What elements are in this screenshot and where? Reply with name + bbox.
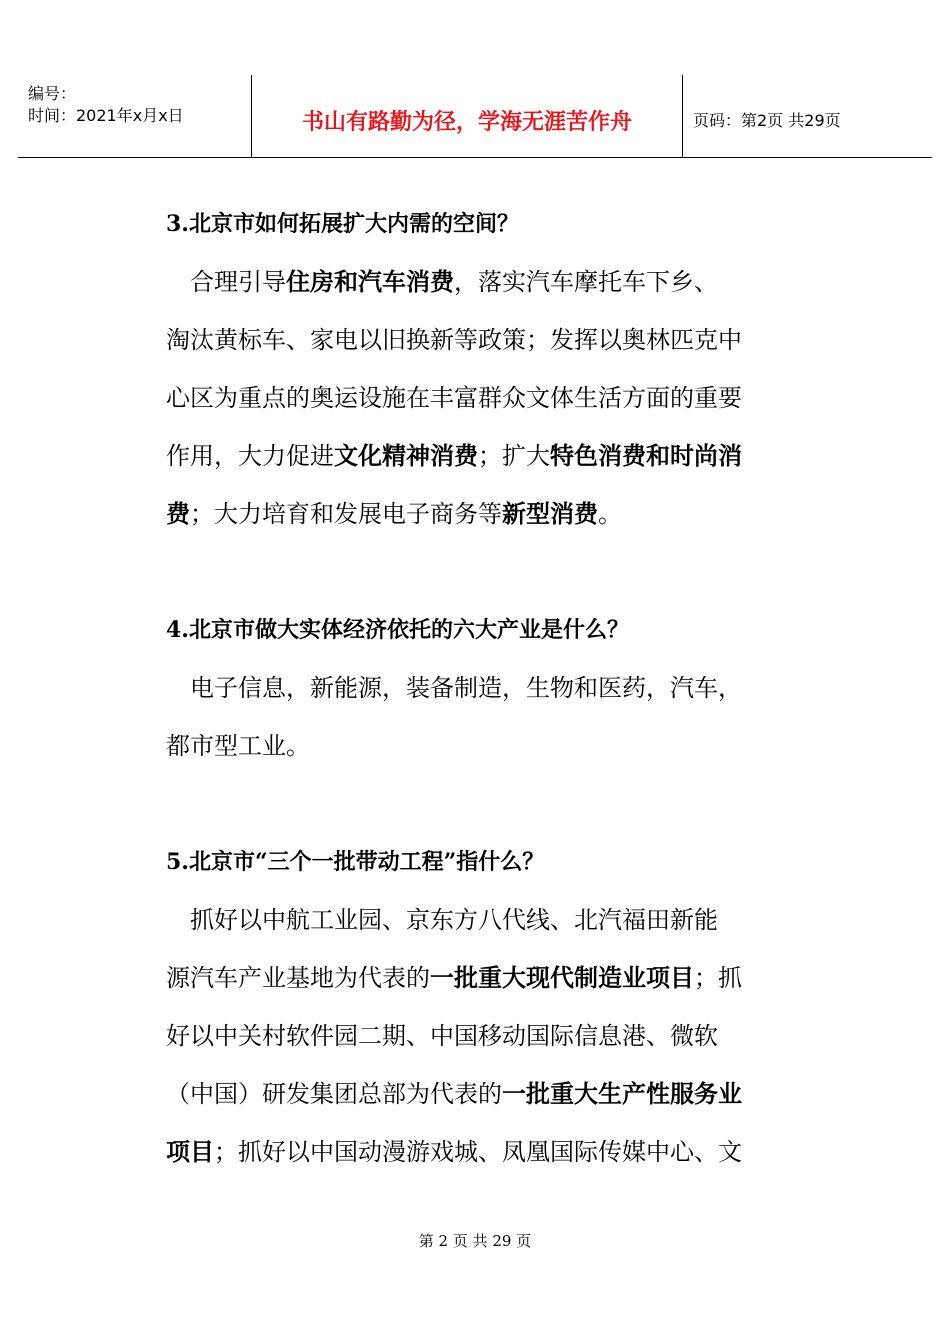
question-heading: 5.北京市“三个一批带动工程”指什么？ — [166, 849, 545, 875]
answer-text: 心区为重点的奥运设施在丰富群众文体生活方面的重要 — [166, 384, 742, 412]
emphasis-text: 住房和汽车消费 — [286, 267, 454, 296]
answer-text: ；扩大 — [478, 442, 550, 470]
answer-line — [166, 369, 791, 427]
answer-paragraph — [166, 253, 791, 543]
emphasis-text: 项目 — [166, 1137, 214, 1166]
number-label: 编号： — [28, 84, 77, 103]
answer-text: 源汽车产业基地为代表的 — [166, 964, 430, 992]
emphasis-text: 特色消费和时尚消 — [550, 441, 742, 470]
question-heading: 3.北京市如何拓展扩大内需的空间？ — [166, 211, 519, 237]
emphasis-text: 文化精神消费 — [334, 441, 478, 470]
emphasis-text: 新型消费 — [502, 499, 598, 528]
answer-line — [166, 427, 791, 485]
motto: 书山有路勤为径，学海无涯苦作舟 — [301, 110, 632, 135]
answer-text: 好以中关村软件园二期、中国移动国际信息港、微软 — [166, 1022, 718, 1050]
answer-text: ；抓好以中国动漫游戏城、凤凰国际传媒中心、文 — [214, 1138, 742, 1166]
page-info: 页码：第2页 共29页 — [693, 111, 841, 130]
section-spacer — [166, 775, 791, 833]
answer-text: 电子信息，新能源，装备制造，生物和医药，汽车， — [166, 674, 742, 702]
answer-text: 合理引导 — [166, 268, 286, 296]
answer-text: 淘汰黄标车、家电以旧换新等政策；发挥以奥林匹克中 — [166, 326, 742, 354]
qa-section — [166, 195, 791, 543]
answer-line — [166, 949, 791, 1007]
answer-line — [166, 891, 791, 949]
answer-paragraph — [166, 659, 791, 775]
section-spacer — [166, 543, 791, 601]
document-body — [166, 195, 791, 1181]
answer-line — [166, 1007, 791, 1065]
answer-line — [166, 253, 791, 311]
page-footer: 第 2 页 共 29 页 — [418, 1232, 532, 1250]
header-motto-cell — [252, 75, 683, 157]
answer-text: 都市型工业。 — [166, 732, 310, 760]
header-meta — [18, 75, 252, 157]
answer-text: 抓好以中航工业园、京东方八代线、北汽福田新能 — [166, 906, 718, 934]
answer-text: （中国）研发集团总部为代表的 — [166, 1080, 502, 1108]
answer-text: ；大力培育和发展电子商务等 — [190, 500, 502, 528]
emphasis-text: 费 — [166, 499, 190, 528]
answer-line — [166, 659, 791, 717]
emphasis-text: 一批重大生产性服务业 — [502, 1079, 742, 1108]
qa-section — [166, 543, 791, 775]
answer-text: 作用，大力促进 — [166, 442, 334, 470]
question-heading: 4.北京市做大实体经济依托的六大产业是什么？ — [166, 617, 629, 643]
answer-line — [166, 1123, 791, 1181]
answer-text: ；抓 — [694, 964, 742, 992]
header-page-cell — [683, 75, 932, 157]
time-label: 时间：2021年x月x日 — [28, 106, 184, 125]
answer-paragraph — [166, 891, 791, 1181]
answer-text: ，落实汽车摩托车下乡、 — [454, 268, 718, 296]
emphasis-text: 一批重大现代制造业项目 — [430, 963, 694, 992]
answer-line — [166, 485, 791, 543]
qa-section — [166, 775, 791, 1181]
answer-text: 。 — [598, 500, 622, 528]
answer-line — [166, 1065, 791, 1123]
answer-line — [166, 717, 791, 775]
answer-line — [166, 311, 791, 369]
page-header — [18, 75, 932, 158]
